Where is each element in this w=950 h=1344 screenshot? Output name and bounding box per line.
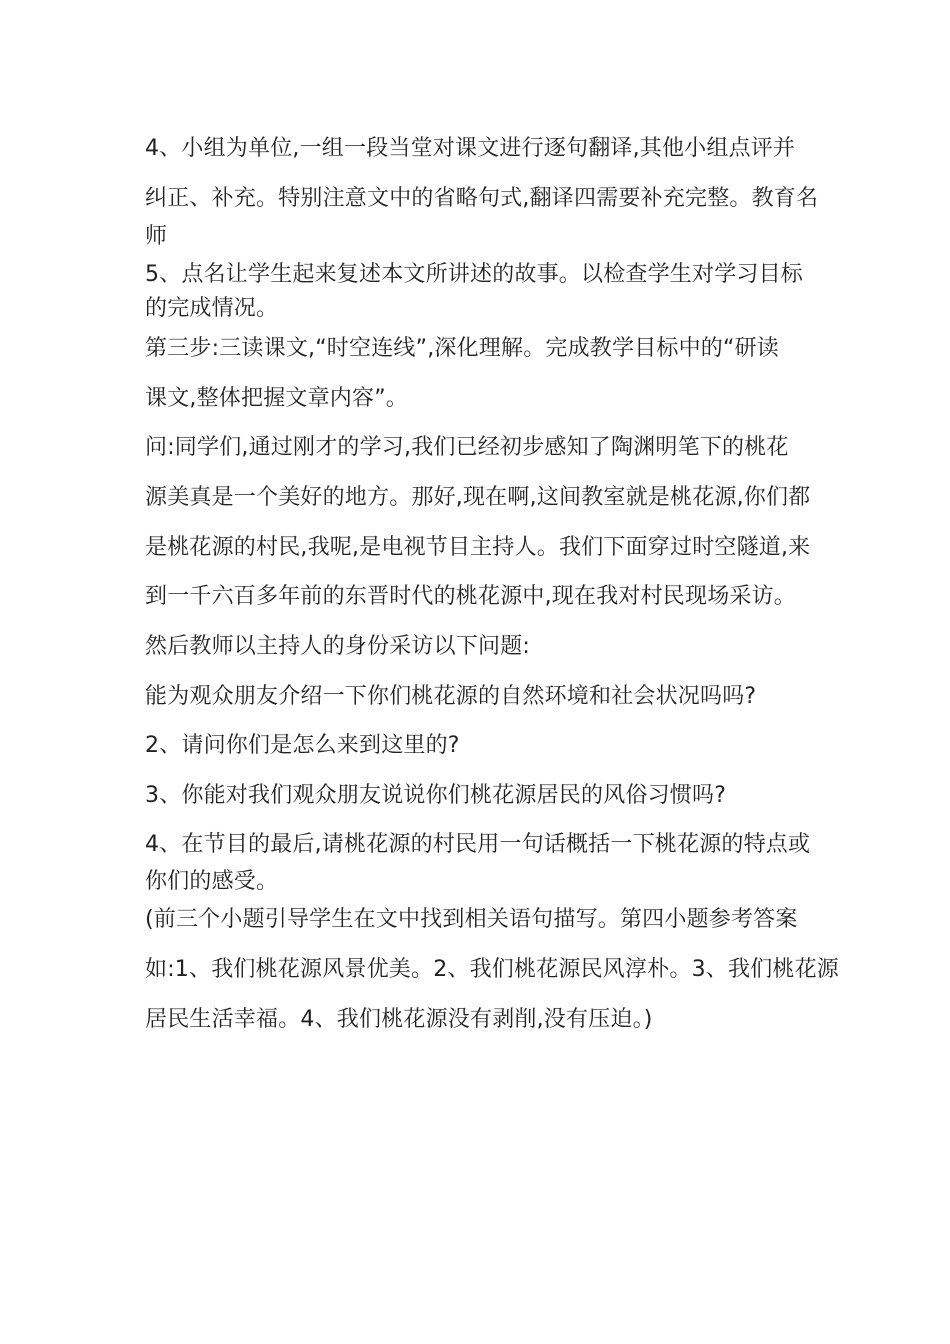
- text-line: 4、小组为单位,一组一段当堂对课文进行逐句翻译,其他小组点评并: [145, 136, 796, 161]
- text-line: 到一千六百多年前的东晋时代的桃花源中,现在我对村民现场采访。: [145, 584, 796, 609]
- text-line: 如:1、我们桃花源风景优美。2、我们桃花源民风淳朴。3、我们桃花源: [145, 957, 840, 982]
- text-line: 第三步:三读课文,“时空连线”,深化理解。完成教学目标中的“研读: [145, 336, 779, 361]
- text-line: 你们的感受。: [145, 869, 279, 894]
- text-line: 然后教师以主持人的身份采访以下问题:: [145, 634, 531, 659]
- text-line: 3、你能对我们观众朋友说说你们桃花源居民的风俗习惯吗?: [145, 783, 727, 808]
- text-line: 2、请问你们是怎么来到这里的?: [145, 733, 460, 758]
- text-line: 是桃花源的村民,我呢,是电视节目主持人。我们下面穿过时空隧道,来: [145, 535, 811, 560]
- text-line: (前三个小题引导学生在文中找到相关语句描写。第四小题参考答案: [145, 907, 798, 932]
- text-line: 能为观众朋友介绍一下你们桃花源的自然环境和社会状况吗吗?: [145, 684, 757, 709]
- text-line: 源美真是一个美好的地方。那好,现在啊,这间教室就是桃花源,你们都: [145, 485, 811, 510]
- text-line: 纠正、补充。特别注意文中的省略句式,翻译四需要补充完整。教育名: [145, 186, 819, 211]
- text-line: 居民生活幸福。4、我们桃花源没有剥削,没有压迫。): [145, 1007, 653, 1032]
- text-line: 师: [145, 224, 168, 249]
- text-line: 课文,整体把握文章内容”。: [145, 386, 408, 411]
- text-line: 的完成情况。: [145, 296, 279, 321]
- text-line: 5、点名让学生起来复述本文所讲述的故事。以检查学生对学习目标: [145, 262, 803, 287]
- text-line: 4、在节目的最后,请桃花源的村民用一句话概括一下桃花源的特点或: [145, 832, 811, 857]
- text-line: 问:同学们,通过刚才的学习,我们已经初步感知了陶渊明笔下的桃花: [145, 435, 789, 460]
